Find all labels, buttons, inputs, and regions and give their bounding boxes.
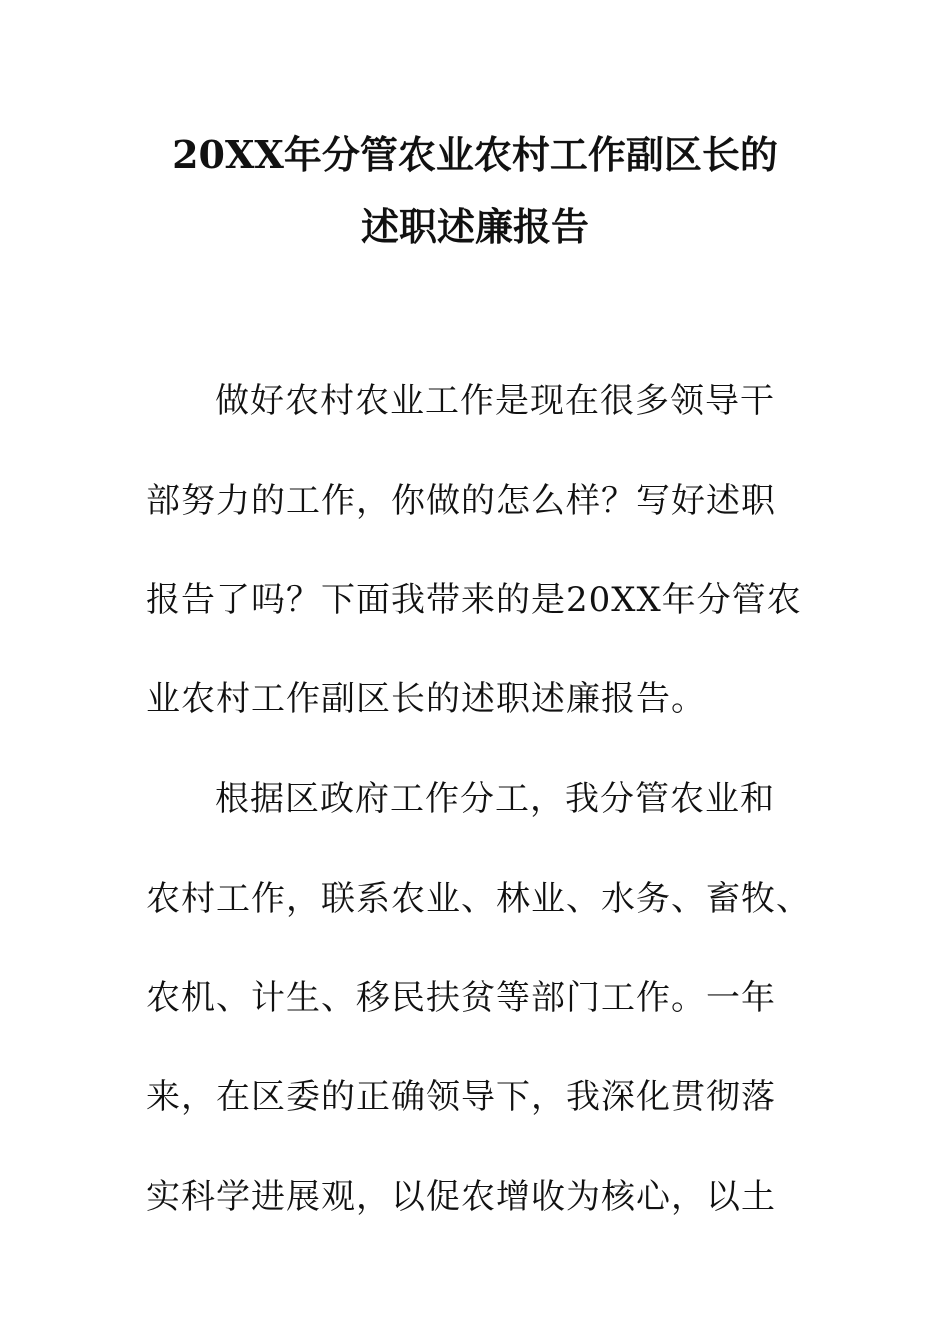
paragraph-2-line-1: 根据区政府工作分工，我分管农业和 bbox=[215, 779, 775, 819]
paragraph-2-line-3: 农机、计生、移民扶贫等部门工作。一年 bbox=[146, 978, 776, 1018]
document-title-line-2: 述职述廉报告 bbox=[360, 204, 589, 249]
paragraph-1-line-2: 部努力的工作，你做的怎么样？写好述职 bbox=[146, 481, 776, 521]
paragraph-1-line-1: 做好农村农业工作是现在很多领导干 bbox=[215, 381, 775, 421]
paragraph-1-line-4: 业农村工作副区长的述职述廉报告。 bbox=[146, 679, 706, 719]
document-title-line-1: 20XX年分管农业农村工作副区长的 bbox=[172, 132, 778, 177]
paragraph-2-line-5: 实科学进展观，以促农增收为核心，以土 bbox=[146, 1177, 776, 1217]
paragraph-2-line-4: 来，在区委的正确领导下，我深化贯彻落 bbox=[146, 1077, 776, 1117]
paragraph-2-line-2: 农村工作，联系农业、林业、水务、畜牧、 bbox=[146, 879, 811, 919]
paragraph-1-line-3: 报告了吗？下面我带来的是20XX年分管农 bbox=[146, 580, 802, 620]
